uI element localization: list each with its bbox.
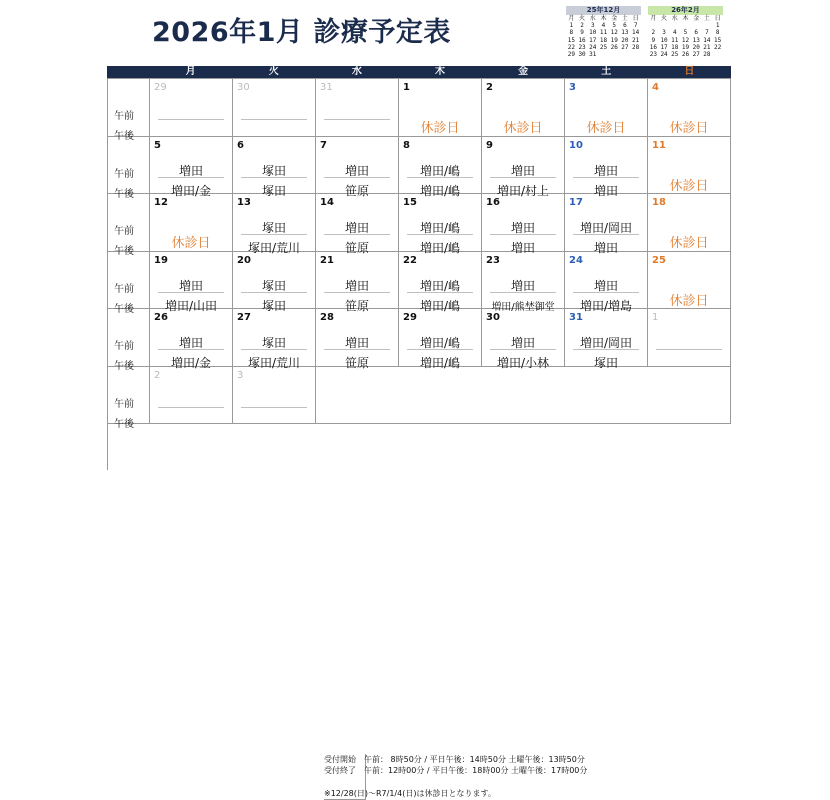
day-cell <box>482 194 565 255</box>
day-cell <box>399 309 482 370</box>
weekday-header-tue: 火 <box>268 66 279 77</box>
reception-hours-notes <box>324 754 588 800</box>
mini-day: 21 <box>632 36 640 44</box>
am-doctor: 増田 <box>490 162 556 178</box>
mini-day: 23 <box>649 51 657 59</box>
mini-day: 8 <box>715 29 720 37</box>
day-number: 6 <box>237 139 244 151</box>
mini-day: 14 <box>632 29 640 37</box>
pm-doctor: 増田/熊埜御堂 <box>491 301 555 313</box>
am-doctor: 増田/嶋 <box>407 162 473 178</box>
pm-doctor: 増田/嶋 <box>419 356 461 370</box>
am-doctor: 増田 <box>324 162 390 178</box>
mini-day <box>691 22 702 29</box>
mini-day: 25 <box>599 43 608 51</box>
mini-day: 11 <box>599 29 608 37</box>
mini-day: 17 <box>589 36 597 44</box>
day-number: 7 <box>320 139 327 151</box>
day-number: 5 <box>154 139 161 151</box>
pm-doctor: 塚田 <box>593 356 618 370</box>
day-cell <box>648 309 731 367</box>
pm-label: 午後 <box>114 418 134 430</box>
am-doctor: 増田 <box>490 277 556 293</box>
row-label-cell <box>108 252 150 315</box>
day-cell <box>233 79 316 137</box>
day-number: 10 <box>569 139 583 151</box>
day-cell <box>233 137 316 198</box>
day-number: 20 <box>237 254 251 266</box>
day-number: 17 <box>569 197 583 208</box>
day-number: 13 <box>237 197 251 208</box>
day-cell <box>565 252 648 313</box>
am-doctor: 増田/岡田 <box>573 219 639 235</box>
am-doctor: 増田/岡田 <box>573 334 639 350</box>
weekday-header-row <box>107 66 731 78</box>
mini-day: 19 <box>681 43 690 51</box>
day-number: 14 <box>320 197 334 208</box>
row-label-cell <box>108 79 150 142</box>
pm-doctor: 増田/嶋 <box>419 298 461 313</box>
mini-day: 31 <box>589 51 597 59</box>
weekday-header-blank <box>107 66 149 78</box>
day-number: 30 <box>237 82 250 93</box>
am-doctor: 増田 <box>324 277 390 293</box>
pm-doctor: 笹原 <box>344 241 369 255</box>
day-cell <box>648 137 731 195</box>
mini-day: 3 <box>662 29 666 37</box>
day-cell <box>565 79 648 137</box>
mini-weekday: 日 <box>714 15 721 22</box>
reception-open-times: 受付開始 午前： 8時50分 / 平日午後：14時50分 土曜午後：13時50分 <box>324 755 585 764</box>
am-label: 午前 <box>114 168 134 180</box>
mini-day: 28 <box>632 43 640 51</box>
mini-day: 16 <box>578 36 586 44</box>
mini-day: 26 <box>610 43 618 51</box>
day-cell <box>316 194 399 255</box>
day-number: 22 <box>403 254 417 266</box>
mini-day: 14 <box>703 36 711 44</box>
mini-day: 20 <box>692 43 700 51</box>
weekday-header-thu: 木 <box>434 66 445 77</box>
am-doctor <box>241 104 307 120</box>
pm-doctor: 笹原 <box>344 183 369 198</box>
mini-day: 18 <box>599 36 608 44</box>
am-label: 午前 <box>114 398 134 410</box>
am-label: 午前 <box>114 111 134 122</box>
am-doctor <box>324 104 390 120</box>
pm-doctor: 笹原 <box>344 356 369 370</box>
weekday-header-wed: 水 <box>351 66 362 77</box>
am-label: 午前 <box>114 341 134 352</box>
day-number: 2 <box>486 82 493 93</box>
day-cell <box>648 194 731 252</box>
day-number: 25 <box>652 254 666 266</box>
am-label: 午前 <box>114 283 134 295</box>
weekday-header-sun: 日 <box>684 66 695 77</box>
day-number: 30 <box>486 312 500 323</box>
mini-weekday: 水 <box>671 15 678 22</box>
mini-day: 25 <box>671 51 679 59</box>
day-number: 26 <box>154 312 168 323</box>
pm-doctor: 塚田 <box>261 183 286 198</box>
am-doctor: 増田 <box>324 334 390 350</box>
day-cell <box>233 252 316 313</box>
day-number: 15 <box>403 197 417 208</box>
mini-day: 16 <box>649 43 657 51</box>
am-doctor <box>158 392 224 408</box>
am-doctor <box>158 104 224 120</box>
mini-day: 7 <box>633 22 638 30</box>
holiday-label: 休診日 <box>171 236 211 251</box>
reception-close-times: 受付終了 午前：12時00分 / 平日午後：18時00分 土曜午後：17時00分 <box>324 766 588 775</box>
mini-day <box>669 22 680 29</box>
mini-day <box>598 51 609 58</box>
mini-day: 13 <box>692 36 700 44</box>
holiday-label: 休診日 <box>420 121 460 136</box>
mini-day: 11 <box>671 36 679 44</box>
mini-calendar-header: 26年2月 <box>648 6 723 15</box>
day-number: 1 <box>652 312 659 323</box>
day-cell <box>482 79 565 137</box>
pm-doctor: 笹原 <box>344 298 369 313</box>
day-cell <box>233 309 316 370</box>
pm-label: 午後 <box>114 131 134 142</box>
holiday-label: 休診日 <box>503 121 543 136</box>
mini-day: 6 <box>623 22 627 30</box>
am-doctor: 増田/嶋 <box>407 277 473 293</box>
weekday-header-sat: 土 <box>601 66 612 77</box>
day-cell <box>482 137 565 198</box>
am-label: 午前 <box>114 226 134 237</box>
mini-day: 5 <box>683 29 688 37</box>
day-number: 19 <box>154 254 168 266</box>
holiday-label: 休診日 <box>669 236 709 251</box>
mini-weekday: 日 <box>632 15 639 22</box>
pm-doctor: 増田/嶋 <box>419 183 461 198</box>
day-number: 24 <box>569 254 583 266</box>
mini-day: 27 <box>621 43 629 51</box>
day-cell <box>233 194 316 255</box>
pm-doctor: 塚田/荒川 <box>247 241 301 255</box>
pm-doctor: 増田/金 <box>170 356 212 370</box>
row-label-cell <box>108 194 150 257</box>
day-number: 31 <box>320 82 333 93</box>
mini-day <box>712 51 723 58</box>
mini-day: 13 <box>621 29 629 37</box>
pm-label: 午後 <box>114 303 134 315</box>
day-cell <box>648 79 731 137</box>
am-doctor <box>241 392 307 408</box>
mini-day: 8 <box>569 29 574 37</box>
mini-day: 15 <box>567 36 575 44</box>
day-number: 12 <box>154 197 168 208</box>
mini-day: 22 <box>714 43 722 51</box>
pm-doctor: 増田/増島 <box>579 298 633 313</box>
mini-weekday: 木 <box>682 15 689 22</box>
mini-day: 9 <box>651 36 656 44</box>
am-doctor: 塚田 <box>241 277 307 293</box>
day-number: 3 <box>237 369 244 381</box>
day-number: 29 <box>403 312 417 323</box>
mini-day: 2 <box>580 22 584 30</box>
mini-weekday: 土 <box>703 15 710 22</box>
am-doctor: 増田 <box>573 277 639 293</box>
am-doctor: 増田 <box>158 277 224 293</box>
day-number: 3 <box>569 82 576 93</box>
holiday-label: 休診日 <box>669 178 709 194</box>
pm-doctor: 増田/村上 <box>496 183 550 198</box>
day-number: 29 <box>154 82 167 93</box>
holiday-label: 休診日 <box>669 293 709 309</box>
day-cell <box>482 309 565 370</box>
am-doctor: 塚田 <box>241 219 307 235</box>
mini-day: 9 <box>580 29 584 37</box>
mini-day <box>620 51 631 58</box>
pm-doctor: 増田/嶋 <box>419 241 461 255</box>
day-cell <box>316 137 399 198</box>
page-title: 2026年1月 診療予定表 <box>152 17 451 48</box>
mini-day: 4 <box>672 29 677 37</box>
row-label-cell <box>108 367 150 430</box>
am-doctor: 増田 <box>158 334 224 350</box>
day-cell <box>233 367 316 425</box>
day-cell <box>316 309 399 370</box>
mini-calendar-grid <box>648 15 723 58</box>
mini-weekday: 土 <box>621 15 628 22</box>
day-cell <box>399 252 482 313</box>
mini-day: 28 <box>703 51 711 59</box>
day-number: 9 <box>486 139 493 151</box>
pm-label: 午後 <box>114 188 134 200</box>
day-number: 8 <box>403 139 410 151</box>
mini-day: 4 <box>601 22 606 30</box>
day-number: 27 <box>237 312 251 323</box>
mini-calendar-prev-month <box>566 6 641 58</box>
day-number: 31 <box>569 312 583 323</box>
day-number: 2 <box>154 369 161 381</box>
am-doctor: 増田/嶋 <box>407 219 473 235</box>
day-number: 4 <box>652 82 659 93</box>
mini-day: 1 <box>569 22 574 30</box>
mini-day: 10 <box>660 36 668 44</box>
mini-day: 12 <box>681 36 690 44</box>
row-label-cell <box>108 137 150 200</box>
mini-day: 15 <box>714 36 722 44</box>
mini-day: 26 <box>681 51 690 59</box>
am-doctor: 増田 <box>158 162 224 178</box>
day-cell <box>316 252 399 313</box>
pm-label: 午後 <box>114 361 134 372</box>
mini-day: 12 <box>610 29 618 37</box>
mini-calendar-header: 25年12月 <box>566 6 641 15</box>
reception-notes-cell <box>316 367 731 425</box>
mini-weekday: 水 <box>589 15 596 22</box>
am-doctor: 増田 <box>573 162 639 178</box>
mini-day: 18 <box>671 43 679 51</box>
mini-day: 23 <box>578 43 586 51</box>
weekday-header-fri: 金 <box>518 66 529 77</box>
mini-weekday: 火 <box>661 15 668 22</box>
pm-doctor: 増田 <box>510 241 535 255</box>
mini-weekday: 月 <box>568 15 575 22</box>
pm-doctor: 塚田 <box>261 298 286 313</box>
pm-doctor: 増田/小林 <box>496 356 550 370</box>
day-cell <box>150 79 233 137</box>
am-doctor: 増田 <box>490 334 556 350</box>
pm-doctor: 増田 <box>593 183 618 198</box>
am-doctor: 増田 <box>490 219 556 235</box>
mini-weekday: 月 <box>650 15 657 22</box>
am-doctor: 塚田 <box>241 162 307 178</box>
pm-label: 午後 <box>114 246 134 257</box>
mini-day <box>659 22 670 29</box>
pm-doctor: 増田 <box>593 241 618 255</box>
mini-day: 10 <box>589 29 597 37</box>
holiday-label: 休診日 <box>669 121 709 136</box>
mini-day: 22 <box>567 43 575 51</box>
day-cell <box>399 137 482 198</box>
mini-day: 27 <box>692 51 700 59</box>
mini-day: 1 <box>715 22 720 30</box>
day-number: 11 <box>652 139 666 151</box>
mini-day: 20 <box>621 36 629 44</box>
pm-doctor: 増田/金 <box>170 183 212 198</box>
schedule-calendar-grid <box>107 78 731 798</box>
day-number: 28 <box>320 312 334 323</box>
day-number: 16 <box>486 197 500 208</box>
day-cell <box>150 137 233 198</box>
pm-doctor: 増田/山田 <box>164 298 218 313</box>
day-cell <box>399 194 482 255</box>
mini-day: 24 <box>589 43 597 51</box>
am-doctor: 塚田 <box>241 334 307 350</box>
mini-calendar-next-month <box>648 6 723 58</box>
pm-doctor: 塚田/荒川 <box>247 356 301 370</box>
mini-calendar-grid <box>566 15 641 58</box>
mini-day: 7 <box>705 29 709 37</box>
day-cell <box>150 309 233 370</box>
mini-day: 6 <box>694 29 699 37</box>
am-doctor: 増田/嶋 <box>407 334 473 350</box>
mini-day: 21 <box>703 43 711 51</box>
mini-day <box>609 51 620 58</box>
day-cell <box>482 252 565 313</box>
day-number: 21 <box>320 254 334 266</box>
holiday-label: 休診日 <box>586 121 626 136</box>
day-cell <box>150 367 233 425</box>
day-cell <box>565 309 648 370</box>
mini-weekday: 火 <box>579 15 586 22</box>
day-cell <box>316 79 399 137</box>
mini-day: 24 <box>660 51 668 59</box>
day-cell <box>565 137 648 198</box>
day-cell <box>565 194 648 255</box>
holiday-notice: ※12/28(日)～R7/1/4(日)は休診日となります。 <box>324 789 496 798</box>
mini-day <box>648 22 659 29</box>
mini-day <box>680 22 691 29</box>
am-doctor: 増田 <box>324 219 390 235</box>
weekday-header-mon: 月 <box>185 66 196 77</box>
mini-day <box>630 51 641 58</box>
mini-day: 19 <box>610 36 618 44</box>
day-number: 23 <box>486 254 500 266</box>
mini-day: 5 <box>612 22 617 30</box>
mini-weekday: 金 <box>611 15 618 22</box>
day-cell <box>399 79 482 137</box>
day-cell <box>150 252 233 313</box>
mini-day <box>702 22 713 29</box>
mini-day: 2 <box>651 29 656 37</box>
mini-day: 30 <box>578 51 586 59</box>
mini-day: 3 <box>590 22 595 30</box>
row-label-cell <box>108 309 150 372</box>
day-cell <box>648 252 731 310</box>
mini-weekday: 金 <box>693 15 700 22</box>
day-number: 1 <box>403 82 410 93</box>
mini-day: 17 <box>660 43 668 51</box>
day-cell <box>150 194 233 252</box>
mini-day: 29 <box>567 51 575 59</box>
mini-weekday: 木 <box>600 15 607 22</box>
day-number: 18 <box>652 197 666 208</box>
am-doctor <box>656 334 722 350</box>
